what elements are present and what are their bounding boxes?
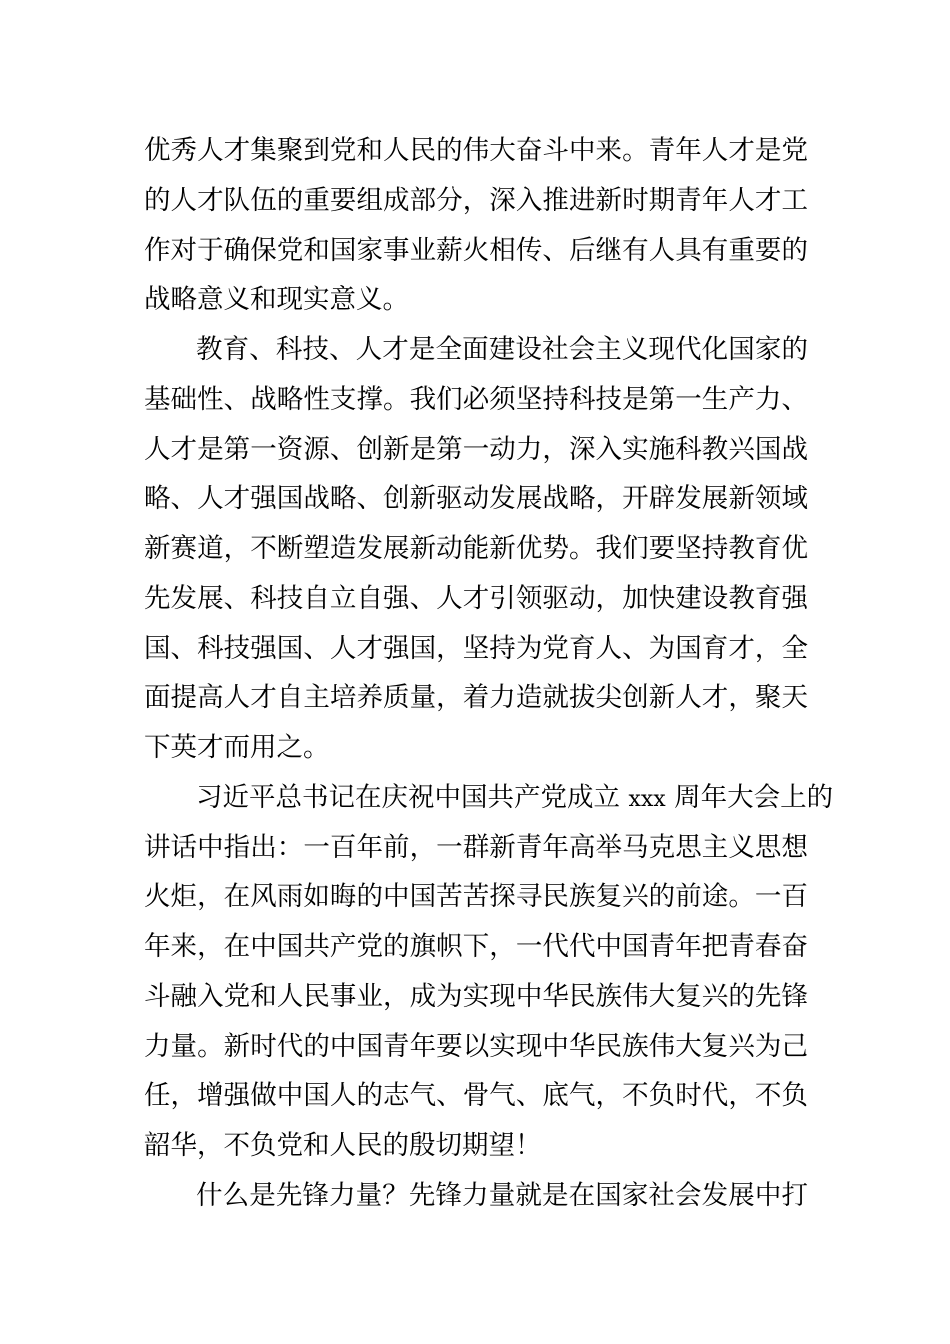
text-line: 年来，在中国共产党的旗帜下，一代代中国青年把青春奋 bbox=[144, 931, 808, 962]
text-line: 力量。新时代的中国青年要以实现中华民族伟大复兴为己 bbox=[144, 1031, 808, 1062]
text-line: 斗融入党和人民事业，成为实现中华民族伟大复兴的先锋 bbox=[144, 981, 808, 1012]
text-line: 战略意义和现实意义。 bbox=[144, 284, 409, 315]
text-line: 基础性、战略性支撑。我们必须坚持科技是第一生产力、 bbox=[144, 384, 808, 415]
text-line: 下英才而用之。 bbox=[144, 732, 330, 763]
text-line: 优秀人才集聚到党和人民的伟大奋斗中来。青年人才是党 bbox=[144, 135, 808, 166]
text-line: 先发展、科技自立自强、人才引领驱动，加快建设教育强 bbox=[144, 583, 808, 614]
text-line: 新赛道，不断塑造发展新动能新优势。我们要坚持教育优 bbox=[144, 533, 808, 564]
text-line: 作对于确保党和国家事业薪火相传、后继有人具有重要的 bbox=[144, 235, 808, 266]
text-line: 人才是第一资源、创新是第一动力，深入实施科教兴国战 bbox=[144, 434, 808, 465]
text-line: 面提高人才自主培养质量，着力造就拔尖创新人才，聚天 bbox=[144, 682, 808, 713]
text-line: 国、科技强国、人才强国，坚持为党育人、为国育才，全 bbox=[144, 633, 808, 664]
text-line: 任，增强做中国人的志气、骨气、底气，不负时代，不负 bbox=[144, 1080, 808, 1111]
text-line: 什么是先锋力量？先锋力量就是在国家社会发展中打 bbox=[196, 1180, 808, 1211]
text-line: 火炬，在风雨如晦的中国苦苦探寻民族复兴的前途。一百 bbox=[144, 881, 808, 912]
text-line: 韶华，不负党和人民的殷切期望！ bbox=[144, 1130, 542, 1161]
text-line: 教育、科技、人才是全面建设社会主义现代化国家的 bbox=[196, 334, 808, 365]
text-line: 习近平总书记在庆祝中国共产党成立 xxx 周年大会上的 bbox=[196, 782, 834, 813]
text-line: 略、人才强国战略、创新驱动发展战略，开辟发展新领域 bbox=[144, 483, 808, 514]
text-line: 的人才队伍的重要组成部分，深入推进新时期青年人才工 bbox=[144, 185, 808, 216]
placeholder-text: xxx bbox=[628, 787, 666, 812]
text-line: 讲话中指出：一百年前，一群新青年高举马克思主义思想 bbox=[144, 832, 808, 863]
